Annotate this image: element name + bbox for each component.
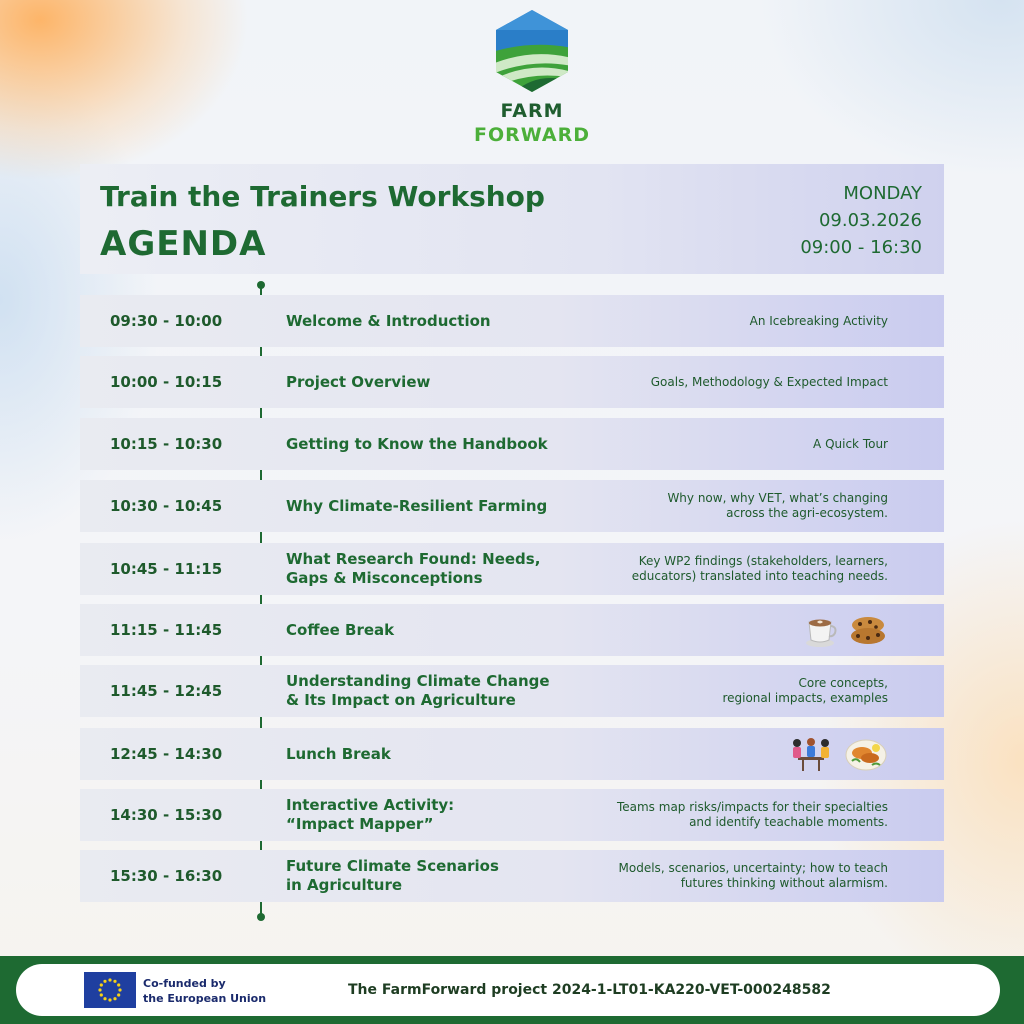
agenda-description: Models, scenarios, uncertainty; how to teach futures thinking without alarmism. — [618, 861, 888, 890]
agenda-topic: Future Climate Scenarios in Agriculture — [286, 857, 499, 894]
coffee-cup-icon — [802, 612, 838, 648]
agenda-topic: What Research Found: Needs, Gaps & Misconceptions — [286, 550, 541, 587]
agenda-row-coffee-break — [80, 604, 944, 656]
agenda-row — [80, 850, 944, 902]
footer-bar — [0, 956, 1024, 1024]
agenda-row — [80, 356, 944, 408]
agenda-row — [80, 480, 944, 532]
agenda-description: Core concepts, regional impacts, examples — [722, 676, 888, 705]
agenda-time: 10:45 - 11:15 — [110, 560, 223, 578]
agenda-time: 11:45 - 12:45 — [110, 682, 223, 700]
agenda-time: 09:30 - 10:00 — [110, 312, 223, 330]
project-code: The FarmForward project 2024-1-LT01-KA220-VET-000248582 — [348, 982, 831, 998]
agenda-time: 10:15 - 10:30 — [110, 435, 223, 453]
agenda-heading: AGENDA — [100, 224, 267, 264]
agenda-topic: Getting to Know the Handbook — [286, 434, 548, 453]
cofunded-line-1: Co-funded by — [143, 977, 226, 990]
agenda-time: 14:30 - 15:30 — [110, 806, 223, 824]
workshop-hours: 09:00 - 16:30 — [800, 237, 922, 258]
agenda-row — [80, 665, 944, 717]
eu-flag-icon — [84, 972, 136, 1008]
cofunded-line-2: the European Union — [143, 992, 267, 1005]
agenda-row — [80, 295, 944, 347]
workshop-day: MONDAY — [843, 183, 922, 204]
workshop-date: 09.03.2026 — [818, 210, 922, 231]
agenda-header — [80, 164, 944, 274]
farm-hexagon-icon — [492, 8, 572, 94]
logo-text-farm: FARM — [500, 100, 564, 122]
people-eating-icon — [788, 735, 834, 773]
cookies-icon — [848, 612, 888, 648]
agenda-row-lunch-break — [80, 728, 944, 780]
agenda-topic: Welcome & Introduction — [286, 311, 491, 330]
agenda-description: An Icebreaking Activity — [749, 313, 888, 328]
agenda-time: 10:30 - 10:45 — [110, 497, 223, 515]
timeline-end-dot — [257, 913, 265, 921]
agenda-description: Teams map risks/impacts for their specialties and identify teachable moments. — [616, 800, 888, 829]
agenda-topic: Interactive Activity: “Impact Mapper” — [286, 796, 455, 833]
agenda-description: A Quick Tour — [813, 436, 888, 451]
food-plate-icon — [844, 735, 888, 773]
agenda-row — [80, 418, 944, 470]
footer-pill — [16, 964, 1000, 1016]
agenda-description: Key WP2 findings (stakeholders, learners, educators) translated into teaching needs. — [631, 554, 888, 583]
lunch-break-icons — [788, 736, 888, 772]
agenda-time: 12:45 - 14:30 — [110, 745, 223, 763]
agenda-row — [80, 789, 944, 841]
workshop-date-block — [800, 180, 922, 261]
logo-text-forward: FORWARD — [474, 124, 590, 146]
agenda-time: 10:00 - 10:15 — [110, 373, 223, 391]
agenda-description: Why now, why VET, what’s changing across the agri-ecosystem. — [667, 491, 888, 520]
agenda-topic: Why Climate-Resilient Farming — [286, 496, 548, 515]
agenda-topic: Understanding Climate Change & Its Impact on Agriculture — [286, 672, 550, 709]
agenda-row — [80, 543, 944, 595]
agenda-description: Goals, Methodology & Expected Impact — [650, 374, 888, 389]
agenda-time: 11:15 - 11:45 — [110, 621, 223, 639]
agenda-topic: Coffee Break — [286, 620, 395, 639]
agenda-time: 15:30 - 16:30 — [110, 867, 223, 885]
farm-forward-logo — [472, 8, 592, 148]
agenda-topic: Project Overview — [286, 372, 431, 391]
coffee-break-icons — [802, 612, 888, 648]
timeline-start-dot — [257, 281, 265, 289]
agenda-topic: Lunch Break — [286, 744, 391, 763]
cofunded-label — [143, 976, 266, 1006]
workshop-title: Train the Trainers Workshop — [100, 180, 545, 213]
